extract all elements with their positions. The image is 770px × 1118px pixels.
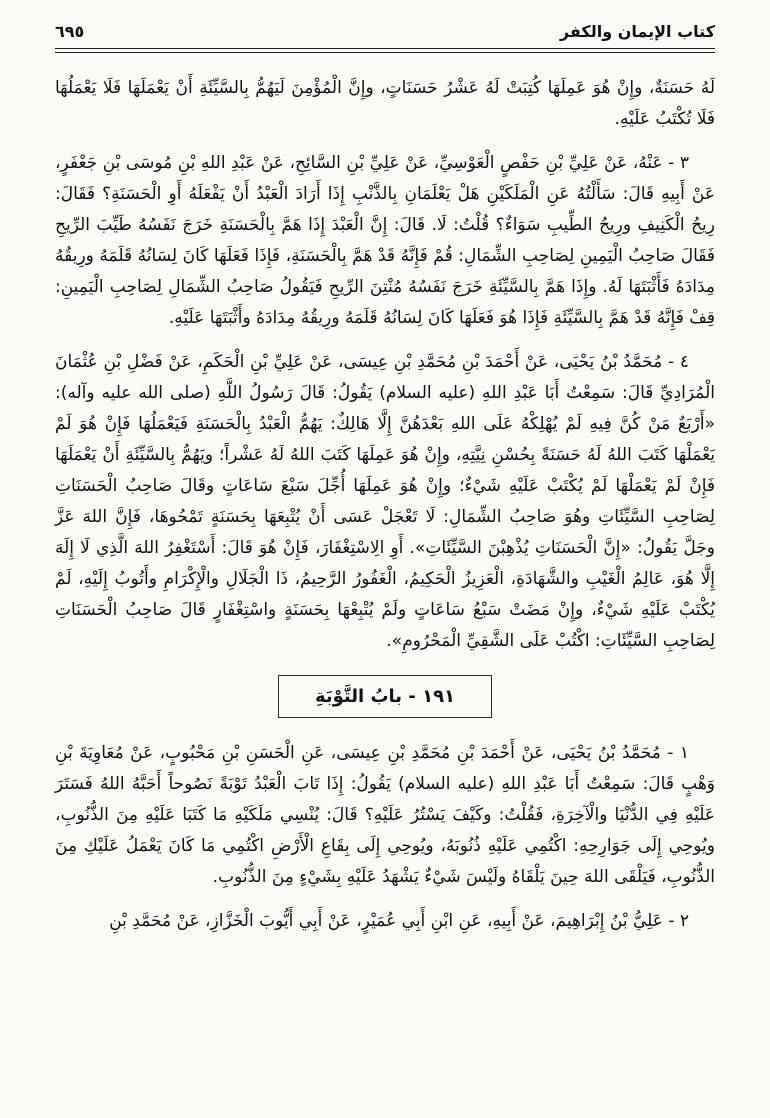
header-divider — [55, 48, 715, 53]
continuation-paragraph: لَهُ حَسَنَةٌ، وإِنْ هُوَ عَمِلَهَا كُتِبَتْ لَهُ عَشْرُ حَسَنَاتٍ، وإِنَّ الْمُؤْمِنَ لَيَهُمُّ بِالسَّيِّئَةِ أَنْ يَعْمَلَهَا فَلَا يَعْمَلُهَا فَلَا تُكْتَبُ عَلَيْهِ. — [55, 78, 715, 129]
hadith-3-paragraph: ٣ - عَنْهُ، عَنْ عَلِيِّ بْنِ حَفْصٍ الْعَوْسِيِّ، عَنْ عَلِيِّ بْنِ السَّائِحِ، عَنْ عَبْدِ اللهِ بْنِ مُوسَى بْنِ جَعْفَرٍ، عَنْ أَبِيهِ قَالَ: سَأَلْتُهُ عَنِ الْمَلَكَيْنِ هَلْ يَعْلَمَانِ بِالذَّنْبِ إِذَا أَرَادَ الْعَبْدُ أَنْ يَفْعَلَهُ أَوِ الْحَسَنَةِ؟ فَقَالَ: رِيحُ الْكَنِيفِ ورِيحُ الطِّيبِ سَوَاءٌ؟ قُلْتُ: لَا. قَالَ: إِنَّ الْعَبْدَ إِذَا هَمَّ بِالْحَسَنَةِ خَرَجَ نَفَسُهُ طَيِّبَ الرِّيحِ فَقَالَ صَاحِبُ الْيَمِينِ لِصَاحِبِ الشِّمَالِ: قُمْ فَإِنَّهُ قَدْ هَمَّ بِالْحَسَنَةِ، فَإِذَا فَعَلَهَا كَانَ لِسَانُهُ قَلَمَهُ ورِيقُهُ مِدَادَهُ فَأَثْبَتَهَا لَهُ. وإِذَا هَمَّ بِالسَّيِّئَةِ خَرَجَ نَفَسُهُ مُنْتِنَ الرِّيحِ فَيَقُولُ صَاحِبُ الشِّمَالِ لِصَاحِبِ الْيَمِينِ: قِفْ فَإِنَّهُ قَدْ هَمَّ بِالسَّيِّئَةِ فَإِذَا هُوَ فَعَلَهَا كَانَ لِسَانُهُ قَلَمَهُ ورِيقُهُ مِدَادَهُ وأَثْبَتَهَا عَلَيْهِ. — [55, 153, 715, 328]
hadith-2-paragraph: ٢ - عَلِيُّ بْنُ إِبْرَاهِيمَ، عَنْ أَبِيهِ، عَنِ ابْنِ أَبِي عُمَيْرٍ، عَنْ أَبِي أَيُّوبَ الْخَزَّازِ، عَنْ مُحَمَّدِ بْنِ — [109, 911, 689, 931]
hadith-1-paragraph: ١ - مُحَمَّدُ بْنُ يَحْيَى، عَنْ أَحْمَدَ بْنِ مُحَمَّدِ بْنِ عِيسَى، عَنِ الْحَسَنِ بْنِ مَحْبُوبٍ، عَنْ مُعَاوِيَةَ بْنِ وَهْبٍ قَالَ: سَمِعْتُ أَبَا عَبْدِ اللهِ (عليه السلام) يَقُولُ: إِذَا تَابَ الْعَبْدُ تَوْبَةً نَصُوحاً أَحَبَّهُ اللهُ فَسَتَرَ عَلَيْهِ فِي الدُّنْيَا والْآخِرَةِ، فَقُلْتُ: وكَيْفَ يَسْتُرُ عَلَيْهِ؟ قَالَ: يُنْسِي مَلَكَيْهِ مَا كَتَبَا عَلَيْهِ مِنَ الذُّنُوبِ، ويُوحِي إِلَى جَوَارِحِهِ: اكْتُمِي عَلَيْهِ ذُنُوبَهُ، ويُوحِي إِلَى بِقَاعِ الْأَرْضِ اكْتُمِي مَا كَانَ يَعْمَلُ عَلَيْكِ مِنَ الذُّنُوبِ، فَيَلْقَى اللهَ حِينَ يَلْقَاهُ ولَيْسَ شَيْءٌ يَشْهَدُ عَلَيْهِ بِشَيْءٍ مِنَ الذُّنُوبِ. — [55, 743, 715, 887]
chapter-heading-box — [278, 675, 492, 718]
hadith-4-paragraph: ٤ - مُحَمَّدُ بْنُ يَحْيَى، عَنْ أَحْمَدَ بْنِ مُحَمَّدِ بْنِ عِيسَى، عَنْ عَلِيِّ بْنِ الْحَكَمِ، عَنْ فَضْلِ بْنِ عُثْمَانَ الْمُرَادِيِّ قَالَ: سَمِعْتُ أَبَا عَبْدِ اللهِ (عليه السلام) يَقُولُ: قَالَ رَسُولُ اللَّهِ (صلى الله عليه وآله): «أَرْبَعٌ مَنْ كُنَّ فِيهِ لَمْ يُهْلِكْهُ عَلَى اللهِ بَعْدَهُنَّ إِلَّا هَالِكٌ: يَهُمُّ الْعَبْدُ بِالْحَسَنَةِ فَيَعْمَلُهَا فَإِنْ هُوَ لَمْ يَعْمَلْهَا كَتَبَ اللهُ لَهُ حَسَنَةً بِحُسْنِ نِيَّتِهِ، وإِنْ هُوَ عَمِلَهَا كَتَبَ اللهُ لَهُ عَشْراً؛ ويَهُمُّ بِالسَّيِّئَةِ أَنْ يَعْمَلَهَا فَإِنْ لَمْ يَعْمَلْهَا لَمْ يُكْتَبْ عَلَيْهِ شَيْءٌ؛ وإِنْ هُوَ عَمِلَهَا أُجِّلَ سَبْعَ سَاعَاتٍ وقَالَ صَاحِبُ الْحَسَنَاتِ لِصَاحِبِ السَّيِّئَاتِ وهُوَ صَاحِبُ الشِّمَالِ: لَا تَعْجَلْ عَسَى أَنْ يُتْبِعَهَا بِحَسَنَةٍ تَمْحُوهَا، فَإِنَّ اللهَ عَزَّ وجَلَّ يَقُولُ: «إِنَّ الْحَسَنَاتِ يُذْهِبْنَ السَّيِّئَاتِ». أَوِ الِاسْتِغْفَارَ، فَإِنْ هُوَ قَالَ: أَسْتَغْفِرُ اللهَ الَّذِي لَا إِلَهَ إِلَّا هُوَ، عَالِمُ الْغَيْبِ والشَّهَادَةِ، الْعَزِيزُ الْحَكِيمُ، الْغَفُورُ الرَّحِيمُ، ذَا الْجَلَالِ والْإِكْرَامِ وأَتُوبُ إِلَيْهِ، لَمْ يُكْتَبْ عَلَيْهِ شَيْءٌ، وإِنْ مَضَتْ سَبْعُ سَاعَاتٍ ولَمْ يُتْبِعْهَا بِحَسَنَةٍ واسْتِغْفَارٍ قَالَ صَاحِبُ الْحَسَنَاتِ لِصَاحِبِ السَّيِّئَاتِ: اكْتُبْ عَلَى الشَّقِيِّ الْمَحْرُومِ». — [55, 352, 715, 651]
chapter-heading: ١٩١ - بابُ التَّوْبَةِ — [314, 686, 456, 707]
page-body — [55, 73, 715, 937]
page-number: ٦٩٥ — [55, 22, 85, 41]
page-header — [55, 22, 715, 41]
book-title: كتاب الإيمان والكفر — [559, 22, 715, 41]
